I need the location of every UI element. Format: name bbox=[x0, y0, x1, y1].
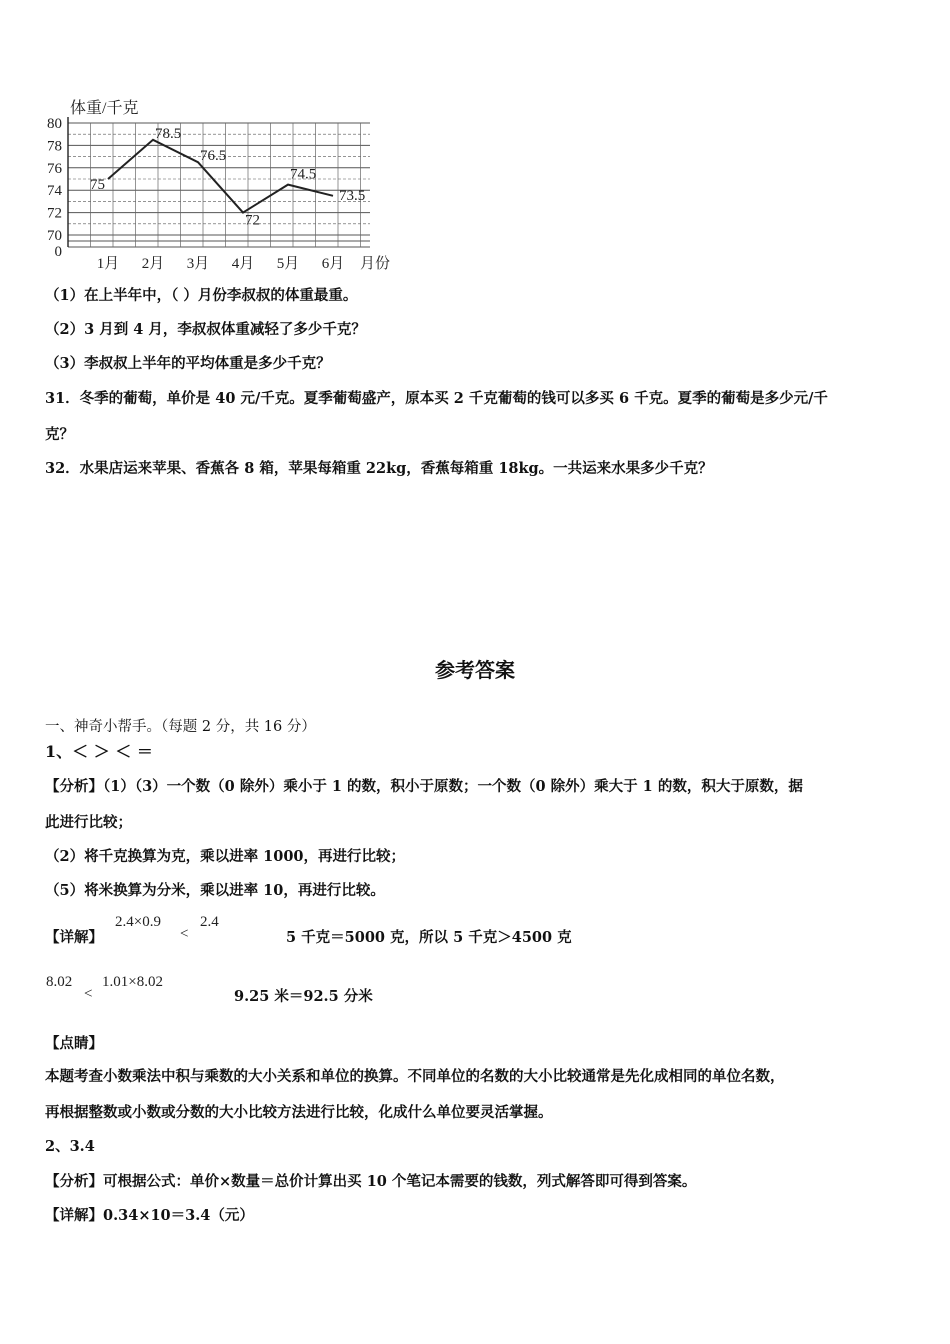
x-tick-labels bbox=[97, 255, 345, 272]
answers-title: 参考答案 bbox=[435, 658, 515, 682]
answer-1-analysis-line-2: 此进行比较； bbox=[45, 814, 132, 831]
point-label: 76.5 bbox=[200, 148, 227, 165]
detail-formula-2-left: 8.02 bbox=[46, 974, 73, 990]
y-tick-label: 70 bbox=[47, 228, 62, 244]
x-tick-label: 5月 bbox=[276, 256, 300, 272]
question-2: （2）3 月到 4 月，李叔叔体重减轻了多少千克？ bbox=[45, 321, 366, 338]
answer-1-analysis-part-2: （2）将千克换算为克，乘以进率 1000，再进行比较； bbox=[45, 848, 405, 865]
x-tick-label: 1月 bbox=[96, 256, 120, 272]
detail-formula-2-right: 1.01×8.02 bbox=[102, 974, 163, 990]
answer-2-detail: 【详解】0.34×10＝3.4（元） bbox=[45, 1207, 254, 1224]
x-tick-label: 3月 bbox=[186, 256, 210, 272]
y-tick-label: 0 bbox=[54, 244, 62, 260]
point-label: 78.5 bbox=[155, 125, 182, 142]
y-tick-label: 72 bbox=[47, 205, 62, 222]
question-3: （3）李叔叔上半年的平均体重是多少千克？ bbox=[45, 355, 331, 372]
answer-2: 2、3.4 bbox=[45, 1138, 95, 1155]
detail-formula-1-sign: < bbox=[180, 926, 189, 942]
detail-formula-2-sign: < bbox=[84, 986, 93, 1002]
answer-1: 1、＜ ＞ ＜ ＝ bbox=[45, 742, 153, 761]
detail-label: 【详解】 bbox=[45, 929, 103, 946]
question-32: 32．水果店运来苹果、香蕉各 8 箱，苹果每箱重 22kg，香蕉每箱重 18kg。一共运来水果多少千克？ bbox=[45, 460, 713, 477]
y-axis-title: 体重/千克 bbox=[70, 100, 139, 117]
x-tick-label: 6月 bbox=[321, 256, 345, 272]
point-label: 73.5 bbox=[339, 187, 366, 204]
detail-formula-1-right: 2.4 bbox=[200, 914, 219, 930]
x-tick-label: 4月 bbox=[231, 256, 255, 272]
point-line-2: 再根据整数或小数或分数的大小比较方法进行比较，化成什么单位要灵活掌握。 bbox=[45, 1104, 553, 1121]
question-31-line-1: 31．冬季的葡萄，单价是 40 元/千克。夏季葡萄盛产，原本买 2 千克葡萄的钱可以多买 6 千克。夏季的葡萄是多少元/千 bbox=[45, 390, 828, 407]
point-labels bbox=[90, 126, 365, 229]
question-1: （1）在上半年中，（ ）月份李叔叔的体重最重。 bbox=[45, 287, 358, 304]
answer-1-analysis-line-1: 【分析】（1）（3）一个数（0 除外）乘小于 1 的数，积小于原数；一个数（0 除外）乘大于 1 的数，积大于原数，据 bbox=[45, 778, 803, 795]
answer-2-analysis: 【分析】可根据公式：单价×数量＝总价计算出买 10 个笔记本需要的钱数，列式解答即可得到答案。 bbox=[45, 1173, 697, 1190]
y-tick-label: 76 bbox=[47, 160, 62, 177]
y-tick-label: 74 bbox=[47, 183, 62, 200]
y-tick-labels bbox=[47, 116, 63, 260]
point-label: 72 bbox=[245, 212, 260, 229]
weight-line-chart bbox=[40, 95, 410, 275]
x-axis-title: 月份 bbox=[360, 256, 391, 272]
point-label: 74.5 bbox=[290, 166, 317, 183]
point-label: 【点睛】 bbox=[45, 1035, 103, 1052]
x-tick-label: 2月 bbox=[141, 256, 165, 272]
detail-formula-1-left: 2.4×0.9 bbox=[115, 914, 161, 930]
y-tick-label: 78 bbox=[47, 138, 62, 155]
detail-text-2: 9.25 米＝92.5 分米 bbox=[234, 988, 373, 1005]
answer-1-analysis-part-5: （5）将米换算为分米，乘以进率 10，再进行比较。 bbox=[45, 882, 385, 899]
question-31-line-2: 克？ bbox=[45, 426, 74, 443]
chart-grid bbox=[68, 117, 370, 247]
section-1-heading: 一、神奇小帮手。（每题 2 分，共 16 分） bbox=[45, 719, 316, 735]
detail-text-1: 5 千克＝5000 克，所以 5 千克＞4500 克 bbox=[286, 929, 572, 946]
point-label: 75 bbox=[90, 177, 105, 193]
y-tick-label: 80 bbox=[47, 116, 62, 132]
point-line-1: 本题考查小数乘法中积与乘数的大小关系和单位的换算。不同单位的名数的大小比较通常是先化成相同的单位名数， bbox=[45, 1068, 785, 1085]
